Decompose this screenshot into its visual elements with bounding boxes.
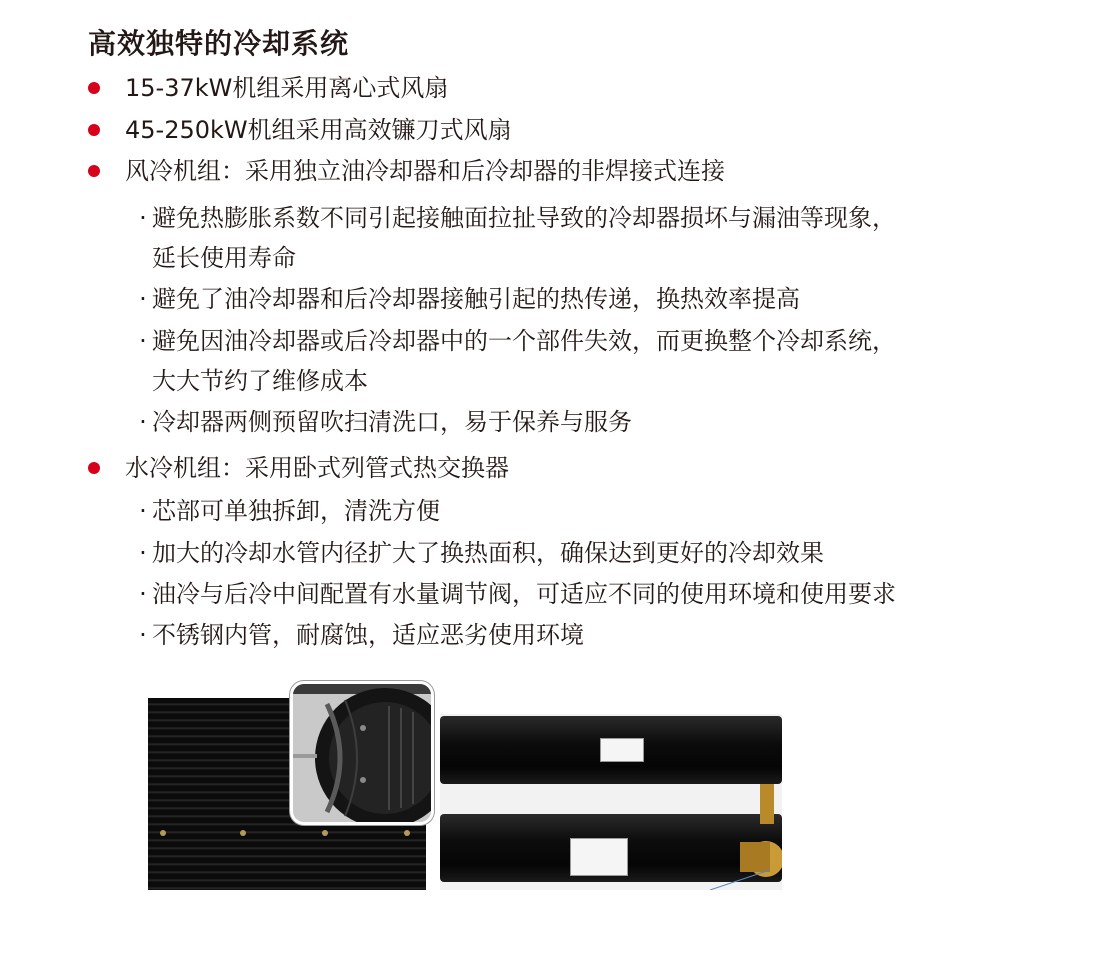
screw-mark — [160, 830, 166, 836]
sub-point-marker: · — [139, 580, 147, 608]
screw-mark — [240, 830, 246, 836]
sub-point-text: 避免了油冷却器和后冷却器接触引起的热传递，换热效率提高 — [152, 285, 800, 313]
sub-point-marker: · — [139, 408, 147, 436]
sub-point-text: 避免热膨胀系数不同引起接触面拉扯导致的冷却器损坏与漏油等现象， — [152, 204, 896, 232]
sub-point-text: 不锈钢内管，耐腐蚀，适应恶劣使用环境 — [152, 621, 584, 649]
sub-point-text: 大大节约了维修成本 — [152, 367, 368, 395]
sub-point-text: 芯部可单独拆卸，清洗方便 — [152, 497, 440, 525]
bullet-text: 15-37kW机组采用离心式风扇 — [125, 74, 449, 102]
fan-closeup-drawing — [293, 684, 431, 822]
sub-point-marker: · — [139, 204, 147, 232]
bullet-dot-icon — [88, 82, 100, 94]
sub-point-text: 加大的冷却水管内径扩大了换热面积，确保达到更好的冷却效果 — [152, 539, 824, 567]
screw-mark — [322, 830, 328, 836]
brass-valve-drawing — [440, 714, 782, 890]
sub-point-marker: · — [139, 539, 147, 567]
bullet-text: 风冷机组：采用独立油冷却器和后冷却器的非焊接式连接 — [125, 157, 725, 185]
sub-point-marker: · — [139, 327, 147, 355]
cooler-photo — [440, 714, 782, 890]
page-title: 高效独特的冷却系统 — [88, 27, 350, 60]
sub-point-text: 冷却器两侧预留吹扫清洗口，易于保养与服务 — [152, 408, 632, 436]
bullet-text: 水冷机组：采用卧式列管式热交换器 — [125, 454, 509, 482]
fan-closeup-photo — [290, 681, 434, 825]
screw-mark — [404, 830, 410, 836]
sub-point-text: 延长使用寿命 — [152, 244, 296, 272]
sub-point-marker: · — [139, 497, 147, 525]
sub-point-marker: · — [139, 621, 147, 649]
bullet-text: 45-250kW机组采用高效镰刀式风扇 — [125, 116, 512, 144]
bullet-dot-icon — [88, 124, 100, 136]
sub-point-text: 避免因油冷却器或后冷却器中的一个部件失效，而更换整个冷却系统， — [152, 327, 896, 355]
sub-point-text: 油冷与后冷中间配置有水量调节阀，可适应不同的使用环境和使用要求 — [152, 580, 896, 608]
bullet-dot-icon — [88, 462, 100, 474]
sub-point-marker: · — [139, 285, 147, 313]
bullet-dot-icon — [88, 165, 100, 177]
